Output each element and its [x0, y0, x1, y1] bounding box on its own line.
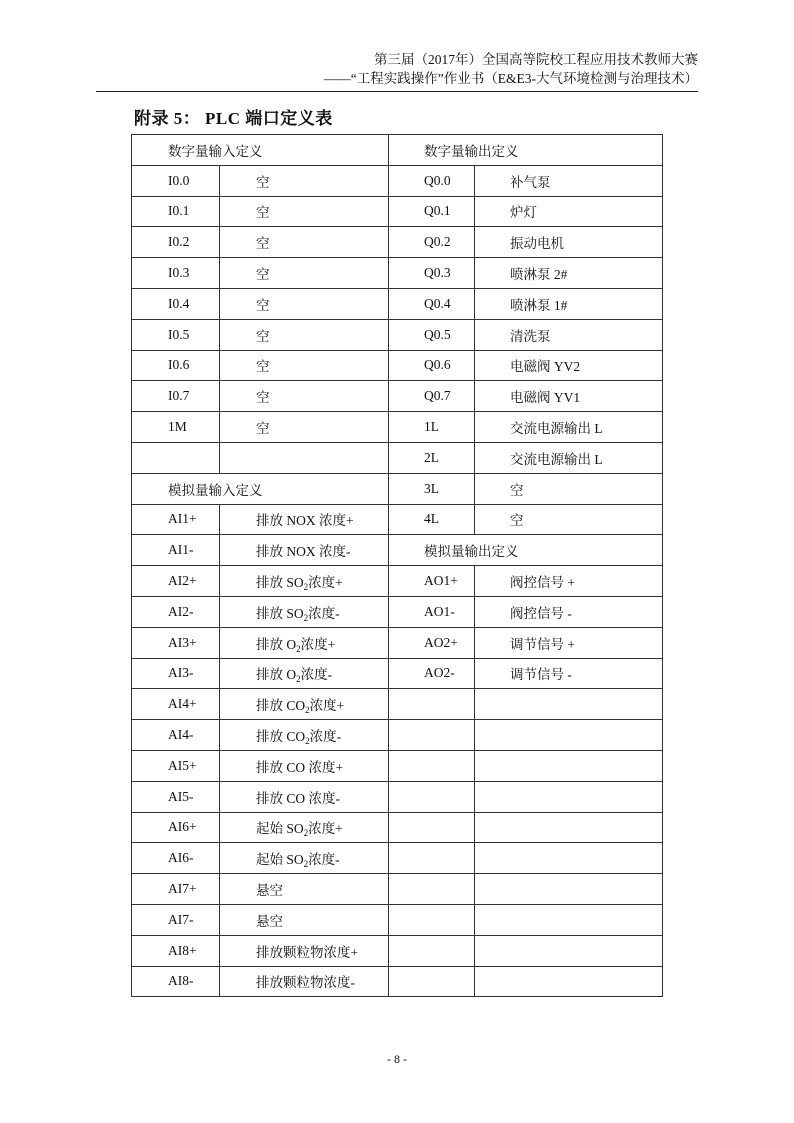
table-row: [132, 904, 663, 935]
input-port-cell: I0.6: [132, 350, 220, 381]
input-function-cell: [220, 658, 389, 689]
output-function-cell: [475, 904, 663, 935]
analog-input-header: 模拟量输入定义: [132, 473, 389, 504]
input-port-cell: I0.4: [132, 288, 220, 319]
output-port-cell: [389, 966, 475, 997]
input-function-cell: 空: [220, 196, 389, 227]
subscript: 2: [303, 612, 309, 623]
output-function-cell: 阀控信号 +: [475, 566, 663, 597]
table-row: [132, 381, 663, 412]
input-function-cell: [220, 596, 389, 627]
table-row: [132, 442, 663, 473]
table-row: [132, 935, 663, 966]
input-port-cell: AI1+: [132, 504, 220, 535]
header-subtitle: ——“工程实践操作”作业书（E&E3-大气环境检测与治理技术）: [323, 71, 698, 86]
output-port-cell: AO1+: [389, 566, 475, 597]
input-function-cell: 排放 NOX 浓度-: [220, 535, 389, 566]
table-row: [132, 750, 663, 781]
cell-text: 浓度-: [308, 852, 340, 868]
output-function-cell: [475, 966, 663, 997]
input-port-cell: AI6-: [132, 843, 220, 874]
cell-text: 浓度-: [308, 605, 340, 621]
input-function-cell: 悬空: [220, 874, 389, 905]
output-port-cell: Q0.0: [389, 165, 475, 196]
table-row: [132, 566, 663, 597]
output-port-cell: [389, 750, 475, 781]
cell-text: 浓度+: [309, 698, 345, 714]
cell-text: 起始 SO: [256, 852, 304, 868]
output-port-cell: [389, 843, 475, 874]
table-row: [132, 535, 663, 566]
digital-output-header: 数字量输出定义: [389, 135, 663, 166]
cell-text: 排放 SO: [256, 575, 304, 591]
output-function-cell: [475, 720, 663, 751]
table-row: [132, 412, 663, 443]
output-function-cell: 清洗泵: [475, 319, 663, 350]
input-function-cell: [220, 627, 389, 658]
output-function-cell: 交流电源输出 L: [475, 412, 663, 443]
input-port-cell: AI3-: [132, 658, 220, 689]
cell-text: 起始 SO: [256, 821, 304, 837]
output-port-cell: Q0.5: [389, 319, 475, 350]
output-port-cell: [389, 812, 475, 843]
output-port-cell: 2L: [389, 442, 475, 473]
input-port-cell: AI4-: [132, 720, 220, 751]
input-port-cell: AI5-: [132, 781, 220, 812]
input-function-cell: [220, 566, 389, 597]
subscript: 2: [303, 828, 309, 839]
input-function-cell: 排放 NOX 浓度+: [220, 504, 389, 535]
cell-text: 排放 SO: [256, 605, 304, 621]
page-number: - 8 -: [387, 1052, 407, 1066]
input-function-cell: 排放颗粒物浓度-: [220, 966, 389, 997]
table-row: [132, 627, 663, 658]
output-function-cell: 炉灯: [475, 196, 663, 227]
input-port-cell: I0.7: [132, 381, 220, 412]
output-port-cell: [389, 720, 475, 751]
table-row: [132, 319, 663, 350]
cell-text: 浓度-: [309, 729, 342, 745]
output-port-cell: [389, 781, 475, 812]
output-function-cell: 电磁阀 YV2: [475, 350, 663, 381]
input-port-cell: AI7-: [132, 904, 220, 935]
input-function-cell: [220, 812, 389, 843]
table-row: [132, 966, 663, 997]
output-port-cell: Q0.2: [389, 227, 475, 258]
table-row: [132, 720, 663, 751]
table-row: [132, 165, 663, 196]
subscript: 2: [296, 674, 301, 685]
output-function-cell: 振动电机: [475, 227, 663, 258]
output-port-cell: Q0.3: [389, 258, 475, 289]
subscript: 2: [303, 859, 309, 870]
input-port-cell: [132, 442, 220, 473]
input-function-cell: 空: [220, 412, 389, 443]
cell-text: 浓度-: [300, 667, 333, 683]
output-port-cell: Q0.7: [389, 381, 475, 412]
section-title: 附录 5： PLC 端口定义表: [134, 109, 333, 128]
output-port-cell: AO2+: [389, 627, 475, 658]
cell-text: 浓度+: [308, 575, 343, 591]
table-row: [132, 258, 663, 289]
input-port-cell: I0.1: [132, 196, 220, 227]
table-row: [132, 874, 663, 905]
input-port-cell: AI3+: [132, 627, 220, 658]
output-port-cell: [389, 904, 475, 935]
output-function-cell: [475, 935, 663, 966]
input-port-cell: AI2+: [132, 566, 220, 597]
output-function-cell: [475, 781, 663, 812]
input-port-cell: AI5+: [132, 750, 220, 781]
output-function-cell: [475, 750, 663, 781]
digital-input-header: 数字量输入定义: [132, 135, 389, 166]
input-port-cell: AI7+: [132, 874, 220, 905]
input-function-cell: 空: [220, 350, 389, 381]
output-function-cell: 电磁阀 YV1: [475, 381, 663, 412]
input-port-cell: I0.2: [132, 227, 220, 258]
subscript: 2: [305, 736, 310, 747]
input-port-cell: I0.5: [132, 319, 220, 350]
input-function-cell: 排放 CO 浓度+: [220, 750, 389, 781]
output-function-cell: 空: [475, 504, 663, 535]
input-port-cell: I0.3: [132, 258, 220, 289]
input-port-cell: AI2-: [132, 596, 220, 627]
output-port-cell: [389, 935, 475, 966]
input-function-cell: 空: [220, 381, 389, 412]
output-port-cell: Q0.6: [389, 350, 475, 381]
cell-text: 排放 CO: [256, 698, 306, 714]
output-function-cell: 调节信号 +: [475, 627, 663, 658]
table-row: [132, 227, 663, 258]
output-function-cell: [475, 689, 663, 720]
output-function-cell: 调节信号 -: [475, 658, 663, 689]
input-port-cell: 1M: [132, 412, 220, 443]
output-port-cell: Q0.1: [389, 196, 475, 227]
input-port-cell: AI4+: [132, 689, 220, 720]
table-row: [132, 196, 663, 227]
output-port-cell: 3L: [389, 473, 475, 504]
table-row: [132, 473, 663, 504]
output-function-cell: 交流电源输出 L: [475, 442, 663, 473]
input-function-cell: 空: [220, 319, 389, 350]
output-function-cell: [475, 874, 663, 905]
input-function-cell: 悬空: [220, 904, 389, 935]
output-port-cell: AO2-: [389, 658, 475, 689]
cell-text: 排放 O: [256, 636, 297, 652]
output-port-cell: [389, 689, 475, 720]
input-function-cell: 空: [220, 288, 389, 319]
subscript: 2: [303, 582, 309, 593]
input-port-cell: AI8-: [132, 966, 220, 997]
output-function-cell: [475, 843, 663, 874]
output-port-cell: 4L: [389, 504, 475, 535]
table-row: [132, 812, 663, 843]
table-row: [132, 504, 663, 535]
cell-text: 排放 O: [256, 667, 297, 683]
header-title: 第三届（2017年）全国高等院校工程应用技术教师大赛: [374, 52, 698, 67]
header-divider: [96, 91, 698, 92]
input-function-cell: [220, 442, 389, 473]
subscript: 2: [305, 705, 310, 716]
cell-text: 浓度+: [300, 636, 336, 652]
table-row: [132, 350, 663, 381]
input-port-cell: AI8+: [132, 935, 220, 966]
input-function-cell: [220, 689, 389, 720]
subscript: 2: [296, 643, 301, 654]
input-function-cell: [220, 843, 389, 874]
output-function-cell: 喷淋泵 2#: [475, 258, 663, 289]
input-function-cell: 排放颗粒物浓度+: [220, 935, 389, 966]
input-function-cell: 排放 CO 浓度-: [220, 781, 389, 812]
input-function-cell: 空: [220, 227, 389, 258]
input-port-cell: AI1-: [132, 535, 220, 566]
table-row: [132, 596, 663, 627]
plc-port-table-body: [132, 135, 663, 997]
cell-text: 浓度+: [308, 821, 343, 837]
output-port-cell: AO1-: [389, 596, 475, 627]
output-port-cell: 1L: [389, 412, 475, 443]
table-row: [132, 288, 663, 319]
table-row: [132, 781, 663, 812]
analog-output-header: 模拟量输出定义: [389, 535, 663, 566]
table-row: [132, 843, 663, 874]
table-row: [132, 658, 663, 689]
input-function-cell: 空: [220, 258, 389, 289]
input-port-cell: I0.0: [132, 165, 220, 196]
table-header-row: [132, 135, 663, 166]
output-function-cell: 喷淋泵 1#: [475, 288, 663, 319]
page-header: [324, 50, 698, 88]
input-function-cell: [220, 720, 389, 751]
output-function-cell: 阀控信号 -: [475, 596, 663, 627]
input-port-cell: AI6+: [132, 812, 220, 843]
table-row: [132, 689, 663, 720]
input-function-cell: 空: [220, 165, 389, 196]
output-function-cell: 空: [475, 473, 663, 504]
output-port-cell: Q0.4: [389, 288, 475, 319]
output-function-cell: [475, 812, 663, 843]
output-port-cell: [389, 874, 475, 905]
plc-port-table: [131, 134, 663, 997]
output-function-cell: 补气泵: [475, 165, 663, 196]
cell-text: 排放 CO: [256, 729, 306, 745]
